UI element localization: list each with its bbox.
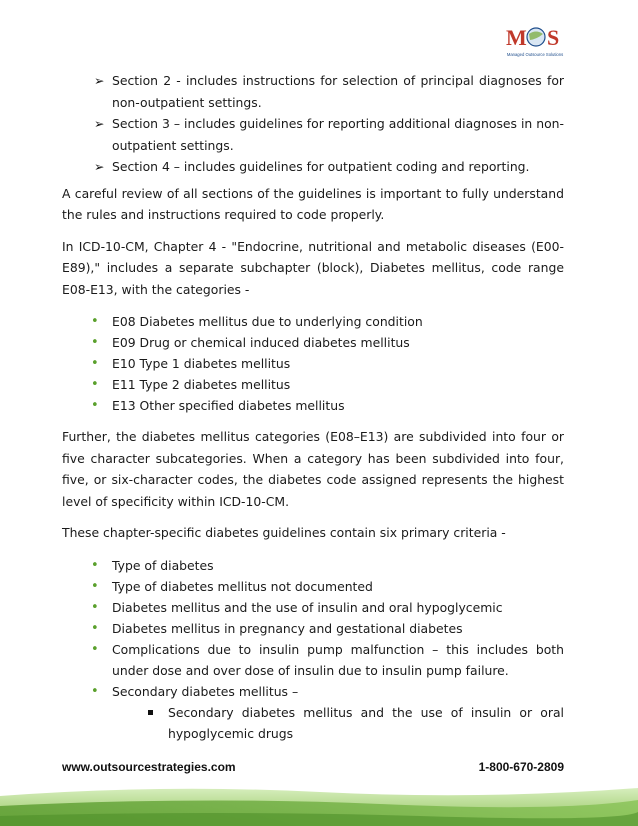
bullet-dot-icon: • bbox=[91, 641, 99, 657]
list-item: • Type of diabetes mellitus not documented bbox=[62, 576, 564, 597]
bullet-dot-icon: • bbox=[91, 578, 99, 594]
icd-intro-paragraph: In ICD-10-CM, Chapter 4 - "Endocrine, nutritional and metabolic diseases (E00-E89)," includes a separate subchapter (block), Diabetes mellitus, code range E08-E13, with the categories - bbox=[62, 238, 564, 297]
arrow-bullet-icon: ➢ bbox=[94, 73, 105, 88]
bullet-dot-icon: • bbox=[91, 335, 99, 350]
bullet-dot-icon: • bbox=[91, 314, 99, 329]
list-item: • E13 Other specified diabetes mellitus bbox=[62, 395, 564, 416]
logo-letter-m: M bbox=[506, 25, 527, 50]
bullet-dot-icon: • bbox=[91, 377, 99, 392]
bullet-dot-icon: • bbox=[91, 620, 99, 636]
logo-letter-s: S bbox=[547, 25, 560, 50]
criteria-intro-paragraph: These chapter-specific diabetes guidelines contain six primary criteria - bbox=[62, 525, 506, 540]
list-item: ➢ Section 3 – includes guidelines for reporting additional diagnoses in non-outpatient settings. bbox=[62, 113, 564, 156]
list-item: • E09 Drug or chemical induced diabetes mellitus bbox=[62, 332, 564, 353]
document-body bbox=[62, 70, 564, 744]
categories-list bbox=[62, 311, 564, 416]
company-logo bbox=[500, 20, 570, 64]
list-item: ➢ Section 2 - includes instructions for selection of principal diagnoses for non-outpatient settings. bbox=[62, 70, 564, 113]
bullet-dot-icon: • bbox=[91, 356, 99, 371]
sections-list bbox=[62, 70, 564, 178]
square-bullet-icon bbox=[148, 710, 153, 715]
bullet-dot-icon: • bbox=[91, 557, 99, 573]
secondary-sublist bbox=[112, 702, 564, 744]
list-item: • Type of diabetes bbox=[62, 555, 564, 576]
logo-tagline: Managed Outsource Solutions bbox=[506, 52, 564, 57]
bullet-dot-icon: • bbox=[91, 683, 99, 699]
list-item: • Diabetes mellitus in pregnancy and gestational diabetes bbox=[62, 618, 564, 639]
list-item: • E11 Type 2 diabetes mellitus bbox=[62, 374, 564, 395]
list-item: • E10 Type 1 diabetes mellitus bbox=[62, 353, 564, 374]
list-item: ➢ Section 4 – includes guidelines for outpatient coding and reporting. bbox=[62, 156, 564, 178]
list-item: • Complications due to insulin pump malfunction – this includes both under dose and over dose of insulin due to insulin pump failure. bbox=[62, 639, 564, 681]
criteria-list bbox=[62, 555, 564, 744]
list-item: • Secondary diabetes mellitus – Secondary diabetes mellitus and the use of insulin or oral hypoglycemic drugs bbox=[62, 681, 564, 744]
list-item: • Diabetes mellitus and the use of insulin and oral hypoglycemic bbox=[62, 597, 564, 618]
list-item: Secondary diabetes mellitus and the use of insulin or oral hypoglycemic drugs bbox=[112, 702, 564, 744]
review-paragraph: A careful review of all sections of the guidelines is important to fully understand the rules and instructions required to code properly. bbox=[62, 185, 564, 222]
further-paragraph: Further, the diabetes mellitus categories (E08–E13) are subdivided into four or five character subcategories. When a category has been subdivided into four, five, or six-character codes, the diabetes code assigned represents the highest level of specificity within ICD-10-CM. bbox=[62, 429, 564, 509]
footer-decorative-band bbox=[0, 782, 638, 826]
page-footer bbox=[62, 760, 564, 774]
bullet-dot-icon: • bbox=[91, 599, 99, 615]
arrow-bullet-icon: ➢ bbox=[94, 159, 105, 174]
bullet-dot-icon: • bbox=[91, 398, 99, 413]
list-item: • E08 Diabetes mellitus due to underlying condition bbox=[62, 311, 564, 332]
website-link[interactable]: www.outsourcestrategies.com bbox=[62, 760, 236, 774]
phone-number: 1-800-670-2809 bbox=[478, 760, 564, 774]
arrow-bullet-icon: ➢ bbox=[94, 116, 105, 131]
